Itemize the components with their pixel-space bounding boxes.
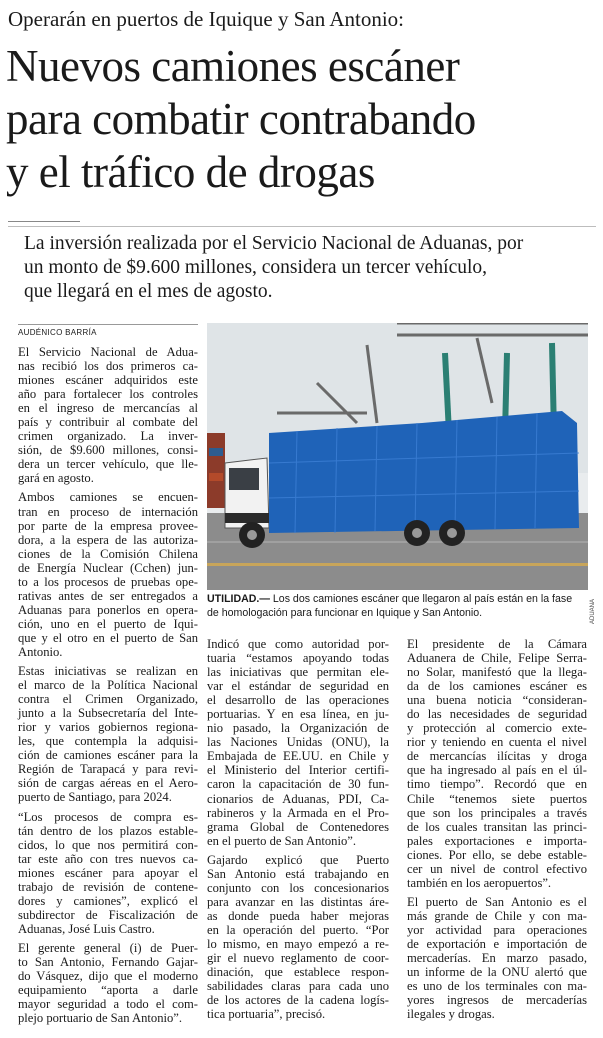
- article-line: un informe de la ONU alertó que: [407, 965, 587, 980]
- news-photo: [207, 323, 588, 590]
- article-line: Aduanas, José Luis Castro.: [18, 921, 155, 936]
- article-line: conjunto con los concesionarios: [207, 880, 389, 895]
- article-line: también en los aeropuertos”.: [407, 875, 552, 890]
- article-line: de los cuales transitan las princi-: [407, 819, 587, 834]
- article-line: ción de camiones escáner para la: [18, 748, 198, 763]
- article-line: que ha ingresado al país en el úl-: [407, 763, 587, 778]
- article-line: Embajada de EE.UU. en Chile y: [207, 749, 389, 764]
- article-line: en la operación del puerto. “Por: [207, 922, 389, 937]
- truck-photo: [207, 323, 588, 590]
- article-line: Gajardo explicó que Puerto: [207, 852, 389, 867]
- article-line: Indicó que como autoridad por-: [207, 637, 389, 651]
- article-line: puerto de Santiago, para 2024.: [18, 790, 172, 805]
- article-line: Ambos camiones se encuen-: [18, 490, 198, 505]
- article-line: para avanzar en las distintas áre-: [207, 894, 389, 909]
- article-line: ilegales y drogas.: [407, 1007, 495, 1022]
- headline-line: Nuevos camiones escáner: [6, 41, 460, 91]
- article-line: contra el Crimen Organizado,: [18, 692, 198, 707]
- article-line: El gerente general (i) de Puer-: [18, 940, 198, 955]
- article-line: as donde pueda haber mejoras: [207, 908, 389, 923]
- article-line: de exportación e importación de: [407, 936, 587, 951]
- article-line: miones escáner adquiridos este: [18, 373, 198, 388]
- article-column-1: [18, 345, 198, 1025]
- article-line: mercaderías. En marzo pasado,: [407, 951, 587, 966]
- article-line: gará en agosto.: [18, 471, 94, 486]
- article-line: más grande de Chile y con ma-: [407, 908, 587, 923]
- article-line: las iniciativas que permitan ele-: [207, 665, 389, 680]
- headline-line: y el tráfico de drogas: [6, 147, 375, 197]
- article-line: rior y varios gobiernos regiona-: [18, 720, 198, 735]
- article-line: que y el otro en el puerto de San: [18, 630, 198, 645]
- kicker: Operarán en puertos de Iquique y San Antonio:: [8, 7, 404, 31]
- article-line: lo mismo, en mayo empezó a re-: [207, 936, 389, 951]
- article-line: de mercancías ilícitas y droga: [407, 749, 587, 764]
- article-line: portuarias. Y en esa línea, en ju-: [207, 707, 389, 722]
- article-line: una buena noticia “consideran-: [407, 693, 587, 708]
- article-line: por parte de la empresa provee-: [18, 518, 198, 533]
- article-line: El puerto de San Antonio es el: [407, 894, 587, 909]
- caption-text: Los dos camiones escáner que llegaron al país están en la fase: [269, 593, 573, 605]
- article-line: mayor seguridad a todo el com-: [18, 997, 198, 1012]
- article-column-3: [407, 637, 587, 1021]
- article-line: es uno de los terminales con ma-: [407, 979, 587, 994]
- article-line: do Vásquez, dijo que el moderno: [18, 969, 198, 984]
- article-line: en el ingreso de mercancías al: [18, 401, 198, 416]
- deck: [24, 232, 596, 304]
- article-line: rabineros y la Armada en el Pro-: [207, 805, 389, 820]
- article-line: caron la capacitación de 30 fun-: [207, 777, 389, 792]
- deck-line: La inversión realizada por el Servicio Nacional de Aduanas, por: [24, 233, 524, 254]
- article-line: país y contribuir al combate del: [18, 415, 198, 430]
- article-line: tran en proceso de internación: [18, 504, 198, 519]
- article-line: tuaria “estamos apoyando todas: [207, 651, 389, 666]
- article-line: Aduanera de Chile, Felipe Serra-: [407, 651, 587, 666]
- article-line: plejo portuario de San Antonio”.: [18, 1011, 183, 1026]
- article-line: El presidente de la Cámara: [407, 637, 587, 651]
- article-line: el marco de la Política Nacional: [18, 678, 198, 693]
- divider: [8, 221, 80, 222]
- article-line: rativas antes de ser entregados a: [18, 588, 198, 603]
- article-line: nas recibió los dos primeros ca-: [18, 359, 198, 374]
- headline: [6, 40, 600, 199]
- article-line: subdirector de Fiscalización de: [18, 907, 198, 922]
- article-line: gir el nuevo reglamento de coor-: [207, 951, 389, 966]
- article-line: trabajo de revisión de contene-: [18, 879, 198, 894]
- article-line: Estas iniciativas se realizan en: [18, 664, 198, 679]
- article-line: Aduanas para ponerlos en opera-: [18, 602, 198, 617]
- article-line: no Solar, manifestó que la llega-: [407, 665, 587, 680]
- article-line: de los actores de la cadena logís-: [207, 993, 389, 1008]
- article-line: en el puerto de San Antonio”.: [207, 833, 356, 848]
- article-line: pales exportaciones e importa-: [407, 833, 587, 848]
- article-column-2: [207, 637, 389, 1021]
- article-line: crimen organizado. La inver-: [18, 429, 198, 444]
- article-line: miones escáner para apoyar el: [18, 865, 198, 880]
- byline: AUDÉNICO BARRÍA: [18, 324, 198, 338]
- article-line: nio pasado, la Organización de: [207, 721, 389, 736]
- article-line: dera un tercer vehículo, que lle-: [18, 457, 198, 472]
- caption-label: UTILIDAD.—: [207, 593, 270, 605]
- article-line: el Ministerio del Interior certifi-: [207, 763, 389, 778]
- article-line: dores y camiones”, explicó el: [18, 893, 198, 908]
- article-line: var el estándar de seguridad en: [207, 679, 389, 694]
- article-line: “Los procesos de compra es-: [18, 809, 198, 824]
- article-line: equipamiento “aporta a darle: [18, 983, 198, 998]
- article-line: dinación, que establece respon-: [207, 965, 389, 980]
- deck-line: que llegará en el mes de agosto.: [24, 281, 273, 302]
- caption-line: [207, 592, 590, 606]
- article-line: las Naciones Unidas (ONU), la: [207, 735, 389, 750]
- article-line: y protección al comercio exte-: [407, 721, 587, 736]
- article-line: yores ingresos de mercaderías: [407, 993, 587, 1008]
- article-line: do las necesidades de seguridad: [407, 707, 587, 722]
- article-line: tica portuaria”, precisó.: [207, 1007, 326, 1022]
- article-line: Región de Tarapacá y para revi-: [18, 762, 198, 777]
- article-line: timo tiempo”. Recordó que en: [407, 777, 587, 792]
- article-line: Chile “tenemos siete puertos: [407, 791, 587, 806]
- caption-line: de homologación para funcionar en Iquique y San Antonio.: [207, 607, 483, 619]
- article-line: cer un nivel de control efectivo: [407, 861, 587, 876]
- article-line: grama Global de Contenedores: [207, 819, 389, 834]
- article-line: tán dentro de los plazos estable-: [18, 823, 198, 838]
- article-line: ciones de la Comisión Chilena: [18, 546, 198, 561]
- article-line: tar este año con tres nuevos ca-: [18, 851, 198, 866]
- article-line: sabilidades claras para cada uno: [207, 979, 389, 994]
- article-line: yor actividad para operaciones: [407, 922, 587, 937]
- article-line: da de los camiones escáner es: [407, 679, 587, 694]
- article-line: Antonio.: [18, 644, 63, 659]
- article-line: año para fortalecer los controles: [18, 387, 198, 402]
- article-line: San Antonio está trabajando en: [207, 866, 389, 881]
- article-line: cidos, lo que nos permitirá con-: [18, 837, 198, 852]
- article-line: cionarios de Aduanas, PDI, Ca-: [207, 791, 389, 806]
- article-line: rior y teniendo en cuenta el nivel: [407, 735, 587, 750]
- headline-line: para combatir contrabando: [6, 94, 476, 144]
- article-line: junto a la Subsecretaría del Inte-: [18, 706, 198, 721]
- article-line: sión de cargas aéreas en el Aero-: [18, 776, 198, 791]
- article-line: to San Antonio, Fernando Gajar-: [18, 954, 198, 969]
- photo-credit: ADUANA: [590, 598, 596, 624]
- article-line: el desarrollo de las operaciones: [207, 693, 389, 708]
- article-line: de Energía Nuclear (Cchen) jun-: [18, 560, 198, 575]
- article-line: les, que contempla la adquisi-: [18, 734, 198, 749]
- photo-caption: [207, 592, 590, 620]
- article-line: dora, a la espera de las autoriza-: [18, 532, 198, 547]
- article-line: ciones. Por ello, se debe estable-: [407, 847, 587, 862]
- article-line: El Servicio Nacional de Adua-: [18, 345, 198, 359]
- article-line: ción, uno en el puerto de Iqui-: [18, 616, 198, 631]
- article-line: to a los procesos de pruebas ope-: [18, 574, 198, 589]
- divider: [8, 226, 596, 227]
- deck-line: un monto de $9.600 millones, considera un tercer vehículo,: [24, 257, 488, 278]
- article-line: sión, de $9.600 millones, consi-: [18, 443, 198, 458]
- article-line: que son los principales a través: [407, 805, 587, 820]
